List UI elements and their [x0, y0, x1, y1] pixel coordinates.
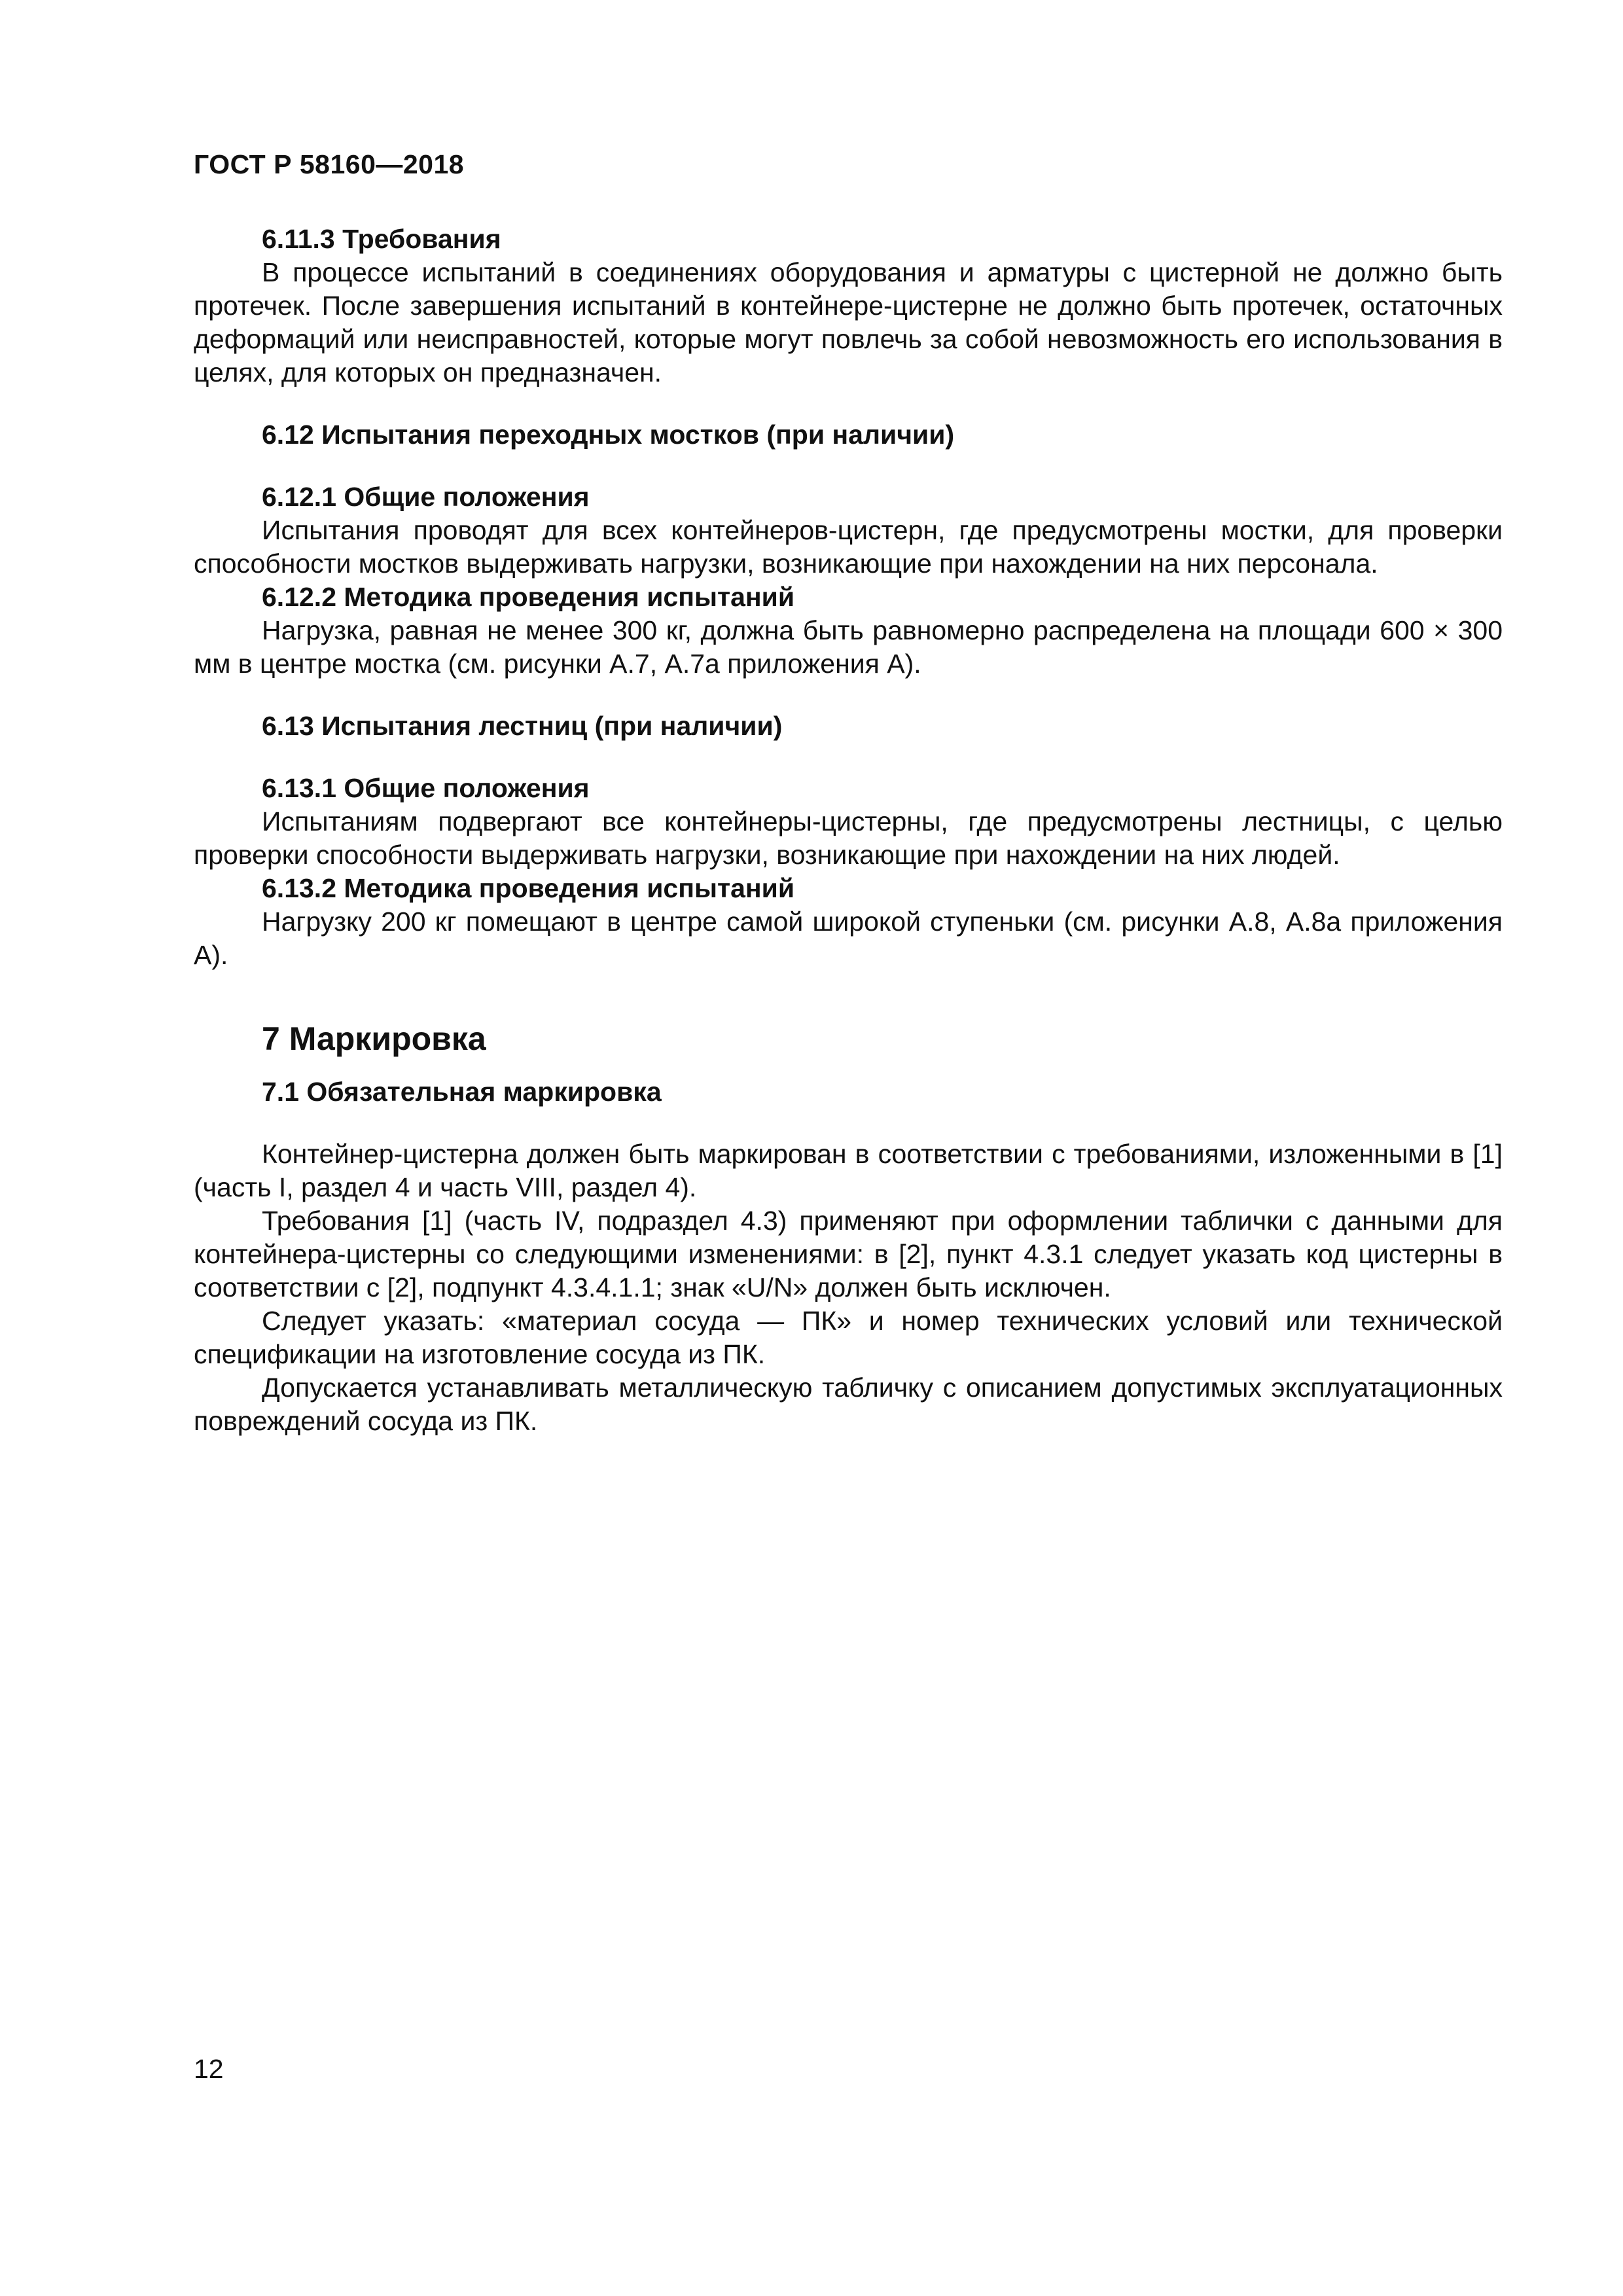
section-6-12-title: 6.12 Испытания переходных мостков (при наличии): [262, 420, 955, 450]
section-6-13-1-paragraph: Испытаниям подвергают все контейнеры-цистерны, где предусмотрены лестницы, с целью проверки способности выдерживать нагрузки, возникающие при нахождении на них людей.: [194, 806, 1503, 870]
document-code-header: ГОСТ Р 58160—2018: [194, 149, 465, 179]
section-6-13-1-title: 6.13.1 Общие положения: [262, 773, 590, 803]
section-6-13-2-title: 6.13.2 Методика проведения испытаний: [262, 873, 795, 903]
section-7-1-title: 7.1 Обязательная маркировка: [262, 1077, 662, 1107]
section-6-13-title: 6.13 Испытания лестниц (при наличии): [262, 711, 783, 741]
document-body: [194, 223, 1503, 1438]
section-6-13-2-paragraph: Нагрузку 200 кг помещают в центре самой широкой ступеньки (см. рисунки А.8, А.8а приложения А).: [194, 906, 1503, 970]
section-6-11-3-title: 6.11.3 Требования: [262, 224, 501, 254]
section-7-1-paragraph-2: Требования [1] (часть IV, подраздел 4.3) применяют при оформлении таблички с данными для контейнера-цистерны со следующими изменениями: в [2], пункт 4.3.1 следует указать код цистерны в соответствии с [2], подпункт 4.3.4.1.1; знак «U/N» должен быть исключен.: [194, 1206, 1503, 1302]
page-number: 12: [194, 2054, 224, 2084]
section-7-1-paragraph-1: Контейнер-цистерна должен быть маркирован в соответствии с требованиями, изложенными в [1] (часть I, раздел 4 и часть VIII, раздел 4).: [194, 1139, 1503, 1202]
section-7-1-paragraph-3: Следует указать: «материал сосуда — ПК» и номер технических условий или технической спецификации на изготовление сосуда из ПК.: [194, 1306, 1503, 1369]
section-6-12-2-title: 6.12.2 Методика проведения испытаний: [262, 582, 795, 612]
section-6-12-1-paragraph: Испытания проводят для всех контейнеров-цистерн, где предусмотрены мостки, для проверки способности мостков выдерживать нагрузки, возникающие при нахождении на них персонала.: [194, 515, 1503, 579]
section-6-12-1-title: 6.12.1 Общие положения: [262, 482, 590, 512]
section-6-12-2-paragraph: Нагрузка, равная не менее 300 кг, должна быть равномерно распределена на площади 600 × 300 мм в центре мостка (см. рисунки А.7, А.7а приложения А).: [194, 615, 1503, 679]
section-7-1-paragraph-4: Допускается устанавливать металлическую табличку с описанием допустимых эксплуатационных повреждений сосуда из ПК.: [194, 1372, 1503, 1436]
section-7-title: 7 Маркировка: [262, 1020, 486, 1057]
section-6-11-3-paragraph: В процессе испытаний в соединениях оборудования и арматуры с цистерной не должно быть протечек. После завершения испытаний в контейнере-цистерне не должно быть протечек, остаточных деформаций или неисправностей, которые могут повлечь за собой невозможность его использования в целях, для которых он предназначен.: [194, 257, 1503, 387]
